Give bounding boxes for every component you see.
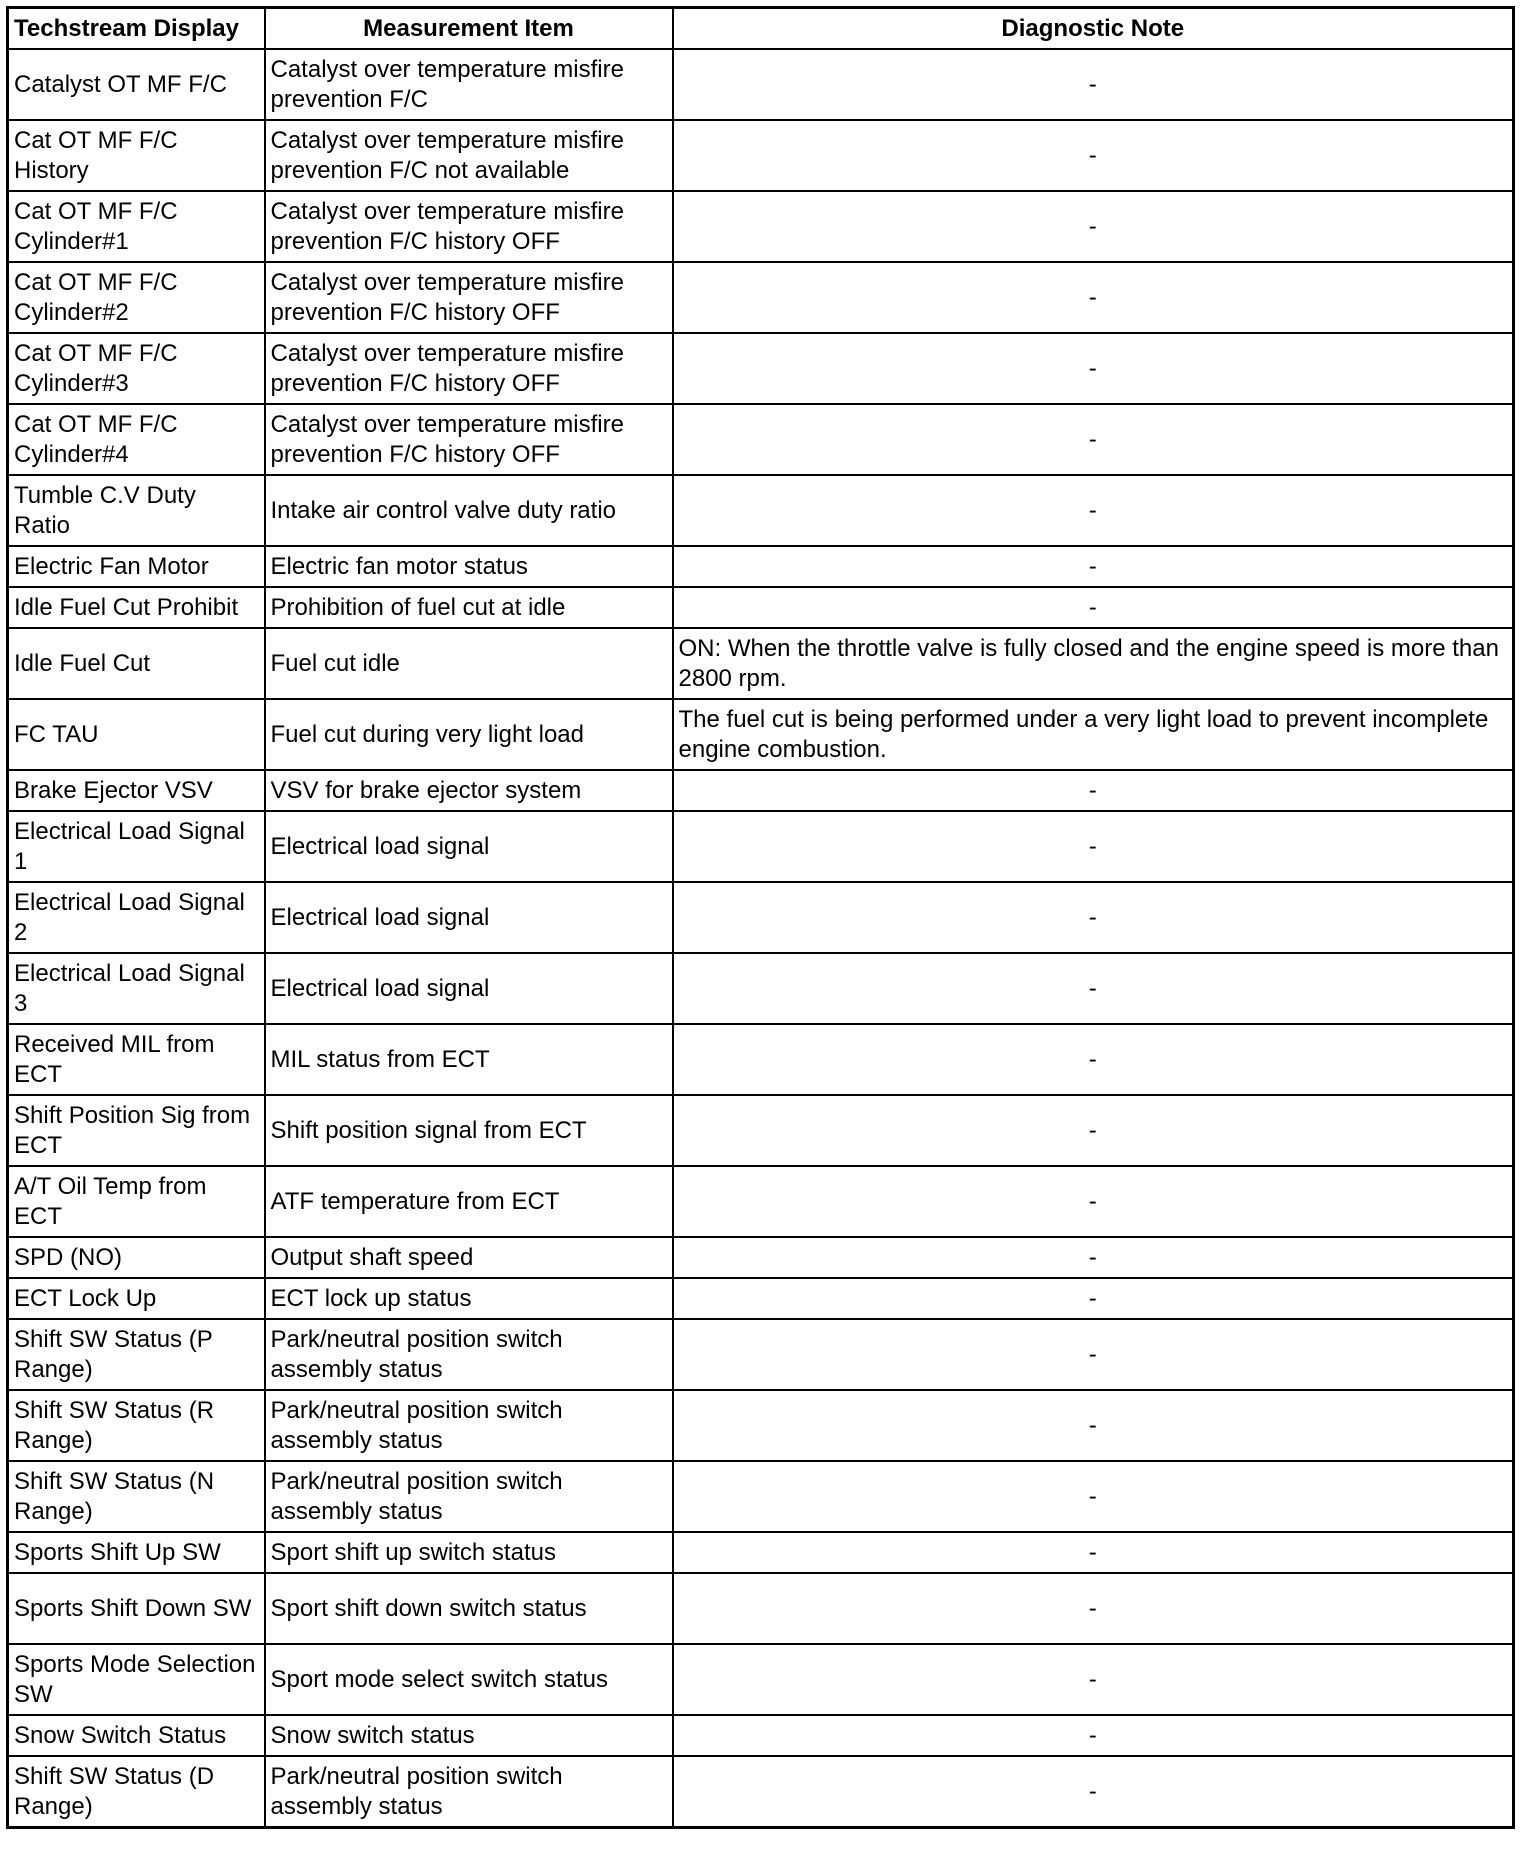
cell-note: - [673, 1390, 1514, 1461]
table-row [8, 475, 1514, 546]
cell-item: Shift position signal from ECT [265, 1095, 673, 1166]
cell-note: - [673, 882, 1514, 953]
cell-item: Output shaft speed [265, 1237, 673, 1278]
cell-display: A/T Oil Temp from ECT [8, 1166, 265, 1237]
cell-item: Sport mode select switch status [265, 1644, 673, 1715]
cell-display: Cat OT MF F/C Cylinder#3 [8, 333, 265, 404]
cell-display: Shift SW Status (D Range) [8, 1756, 265, 1828]
table-row [8, 1644, 1514, 1715]
cell-item: Electrical load signal [265, 882, 673, 953]
cell-item: VSV for brake ejector system [265, 770, 673, 811]
cell-display: FC TAU [8, 699, 265, 770]
table-row [8, 1024, 1514, 1095]
table-row [8, 1237, 1514, 1278]
table-row [8, 953, 1514, 1024]
cell-display: Shift SW Status (P Range) [8, 1319, 265, 1390]
cell-item: Electric fan motor status [265, 546, 673, 587]
table-row [8, 1573, 1514, 1644]
cell-note: - [673, 953, 1514, 1024]
cell-note: - [673, 1024, 1514, 1095]
data-list-table-sheet [6, 6, 1512, 1829]
cell-item: Snow switch status [265, 1715, 673, 1756]
table-row [8, 333, 1514, 404]
cell-item: Sport shift down switch status [265, 1573, 673, 1644]
cell-note: - [673, 1166, 1514, 1237]
cell-note: - [673, 1756, 1514, 1828]
table-header [8, 8, 1514, 50]
table-row [8, 191, 1514, 262]
cell-display: Received MIL from ECT [8, 1024, 265, 1095]
table-row [8, 882, 1514, 953]
cell-display: Cat OT MF F/C Cylinder#2 [8, 262, 265, 333]
cell-display: Catalyst OT MF F/C [8, 49, 265, 120]
header-row [8, 8, 1514, 50]
cell-item: Park/neutral position switch assembly status [265, 1756, 673, 1828]
table-row [8, 628, 1514, 699]
table-row [8, 1461, 1514, 1532]
table-row [8, 587, 1514, 628]
cell-note: - [673, 1237, 1514, 1278]
cell-note: - [673, 475, 1514, 546]
cell-item: Catalyst over temperature misfire prevention F/C history OFF [265, 404, 673, 475]
cell-item: Fuel cut during very light load [265, 699, 673, 770]
cell-item: Park/neutral position switch assembly status [265, 1390, 673, 1461]
cell-note: - [673, 811, 1514, 882]
cell-note: - [673, 49, 1514, 120]
cell-item: MIL status from ECT [265, 1024, 673, 1095]
table-body [8, 49, 1514, 1828]
cell-item: Catalyst over temperature misfire prevention F/C history OFF [265, 262, 673, 333]
cell-display: Electric Fan Motor [8, 546, 265, 587]
cell-item: Fuel cut idle [265, 628, 673, 699]
cell-note: - [673, 333, 1514, 404]
cell-item: Intake air control valve duty ratio [265, 475, 673, 546]
cell-display: Tumble C.V Duty Ratio [8, 475, 265, 546]
cell-note: - [673, 1532, 1514, 1573]
table-row [8, 811, 1514, 882]
cell-note: - [673, 120, 1514, 191]
cell-item: Electrical load signal [265, 811, 673, 882]
cell-item: Park/neutral position switch assembly status [265, 1319, 673, 1390]
cell-display: ECT Lock Up [8, 1278, 265, 1319]
cell-display: Shift Position Sig from ECT [8, 1095, 265, 1166]
cell-note: - [673, 191, 1514, 262]
cell-display: Idle Fuel Cut Prohibit [8, 587, 265, 628]
cell-display: Cat OT MF F/C History [8, 120, 265, 191]
table-row [8, 1715, 1514, 1756]
cell-display: Sports Shift Up SW [8, 1532, 265, 1573]
cell-display: Sports Shift Down SW [8, 1573, 265, 1644]
cell-item: Catalyst over temperature misfire prevention F/C history OFF [265, 333, 673, 404]
table-row [8, 49, 1514, 120]
table-row [8, 1756, 1514, 1828]
table-row [8, 546, 1514, 587]
cell-display: Electrical Load Signal 3 [8, 953, 265, 1024]
header-measurement-item: Measurement Item [265, 8, 673, 50]
table-row [8, 1390, 1514, 1461]
table-row [8, 1095, 1514, 1166]
cell-item: Catalyst over temperature misfire prevention F/C history OFF [265, 191, 673, 262]
cell-display: Cat OT MF F/C Cylinder#1 [8, 191, 265, 262]
cell-display: Snow Switch Status [8, 1715, 265, 1756]
header-diagnostic-note: Diagnostic Note [673, 8, 1514, 50]
table-row [8, 1166, 1514, 1237]
cell-note: - [673, 262, 1514, 333]
cell-note: ON: When the throttle valve is fully closed and the engine speed is more than 2800 rpm. [673, 628, 1514, 699]
cell-note: - [673, 546, 1514, 587]
cell-note: - [673, 1573, 1514, 1644]
cell-display: Idle Fuel Cut [8, 628, 265, 699]
cell-note: - [673, 404, 1514, 475]
cell-item: Catalyst over temperature misfire prevention F/C not available [265, 120, 673, 191]
cell-note: - [673, 770, 1514, 811]
cell-display: Brake Ejector VSV [8, 770, 265, 811]
table-row [8, 1319, 1514, 1390]
cell-display: SPD (NO) [8, 1237, 265, 1278]
cell-item: Sport shift up switch status [265, 1532, 673, 1573]
cell-item: Park/neutral position switch assembly status [265, 1461, 673, 1532]
cell-item: Catalyst over temperature misfire prevention F/C [265, 49, 673, 120]
cell-display: Electrical Load Signal 1 [8, 811, 265, 882]
table-row [8, 120, 1514, 191]
cell-item: Prohibition of fuel cut at idle [265, 587, 673, 628]
table-row [8, 770, 1514, 811]
header-techstream-display: Techstream Display [8, 8, 265, 50]
cell-item: Electrical load signal [265, 953, 673, 1024]
cell-item: ECT lock up status [265, 1278, 673, 1319]
cell-note: - [673, 1644, 1514, 1715]
cell-display: Electrical Load Signal 2 [8, 882, 265, 953]
cell-note: - [673, 1715, 1514, 1756]
cell-display: Shift SW Status (N Range) [8, 1461, 265, 1532]
cell-note: - [673, 1319, 1514, 1390]
cell-note: - [673, 587, 1514, 628]
cell-note: The fuel cut is being performed under a very light load to prevent incomplete engine combustion. [673, 699, 1514, 770]
cell-note: - [673, 1095, 1514, 1166]
table-row [8, 404, 1514, 475]
cell-display: Cat OT MF F/C Cylinder#4 [8, 404, 265, 475]
table-row [8, 1532, 1514, 1573]
table-row [8, 1278, 1514, 1319]
cell-note: - [673, 1278, 1514, 1319]
table-row [8, 262, 1514, 333]
table-row [8, 699, 1514, 770]
cell-display: Shift SW Status (R Range) [8, 1390, 265, 1461]
data-list-table [6, 6, 1515, 1829]
cell-item: ATF temperature from ECT [265, 1166, 673, 1237]
cell-note: - [673, 1461, 1514, 1532]
cell-display: Sports Mode Selection SW [8, 1644, 265, 1715]
